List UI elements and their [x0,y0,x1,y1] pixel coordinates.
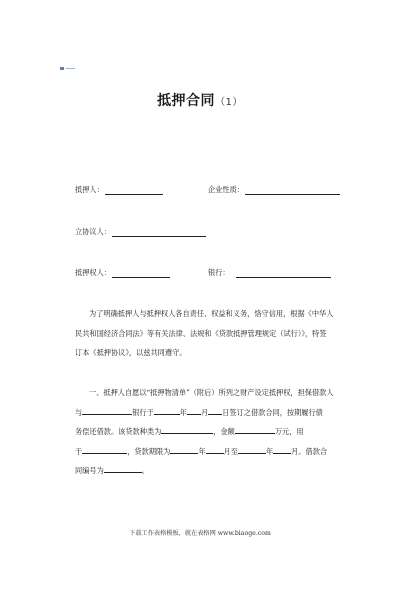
preamble-paragraph [75,304,347,363]
year-blank[interactable] [154,406,180,415]
end-year-blank[interactable] [238,445,266,454]
preamble-line: 订本《抵押协议》，以兹共同遵守。 [75,348,187,357]
clause-text: 同编号为 [75,466,104,475]
enterprise-type-row [208,185,340,195]
mortgagee-label: 抵押权人： [75,268,111,277]
borrower-blank[interactable] [82,406,132,415]
clause-text: 月 [200,407,209,417]
day-blank[interactable] [208,406,222,415]
clause-line: 一、抵押人自愿以“抵押物清单”（附后）所列之财产设定抵押权，担保借款人 [89,388,334,397]
loan-type-blank[interactable] [161,425,213,434]
amount-blank[interactable] [235,425,275,434]
clause-text: 月。借款合 [291,446,328,456]
enterprise-type-label: 企业性质： [208,185,244,194]
clause-text: 万元，用 [274,427,304,436]
mortgagor-row [75,185,163,195]
clause-text: 月至 [223,446,238,456]
clause-one-paragraph [75,383,347,481]
mortgagor-label: 抵押人： [75,185,104,194]
header-square-icon [60,67,64,70]
clause-text: 年 [198,446,206,456]
end-month-blank[interactable] [273,445,291,454]
clause-line [75,403,347,423]
clause-text: 。 [141,466,149,475]
clause-text: 务偿还借款。该贷款种类为 [75,427,162,436]
clause-line [75,442,347,462]
bank-row [208,268,331,278]
header-line-icon [66,68,75,69]
mortgagor-field[interactable] [105,186,163,195]
start-year-blank[interactable] [170,445,198,454]
clause-text: ，金额 [213,427,235,436]
clause-text: 于 [75,446,83,456]
bank-field[interactable] [236,269,331,278]
witness-label: 立协议人： [75,227,111,236]
clause-line [75,461,347,481]
preamble-line: 民共和国经济合同法》等有关法律、法规和《贷款抵押管理规定（试行）》，特签 [75,328,327,338]
purpose-blank[interactable] [82,445,127,454]
clause-text: 日签订之借款合同，按期履行债 [222,407,323,417]
witness-row [75,227,206,237]
clause-line [75,422,347,442]
clause-text: 年 [265,446,274,456]
witness-field[interactable] [112,228,206,237]
document-title [0,90,400,110]
footer-link[interactable]: 下载工作表格模板，就在表格网 www.biaoge.com [129,530,271,537]
preamble-line: 为了明确抵押人与抵押权人各自责任、权益和义务，恪守信用，根据《中华人 [89,309,334,318]
bank-label: 银行： [208,268,230,277]
enterprise-type-field[interactable] [245,186,340,195]
contract-number-blank[interactable] [104,464,142,473]
clause-text: ，贷款期限为 [127,446,171,456]
clause-text: 与 [75,407,83,417]
month-blank[interactable] [187,406,201,415]
title-main: 抵押合同 [157,93,216,109]
header-logo-mark [60,67,75,70]
clause-text: 年 [179,407,187,417]
mortgagee-row [75,268,170,278]
start-month-blank[interactable] [206,445,224,454]
mortgagee-field[interactable] [112,269,170,278]
clause-text: 银行于 [132,407,154,417]
title-suffix: （1） [215,97,243,108]
